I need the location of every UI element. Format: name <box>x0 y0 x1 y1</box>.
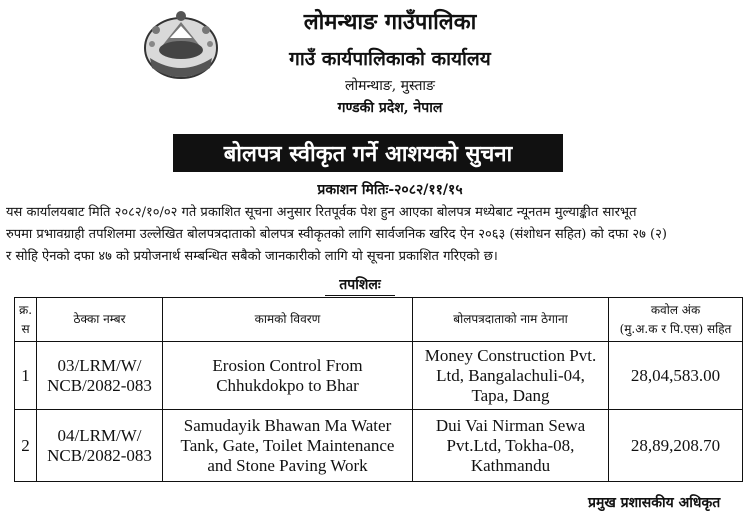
row-contract-number: 04/LRM/W/ NCB/2082-083 <box>37 410 163 482</box>
province-name: गण्डकी प्रदेश, नेपाल <box>337 100 443 116</box>
table-row <box>15 410 743 482</box>
office-address: लोमन्थाङ, मुस्ताङ <box>345 78 435 94</box>
row-bidder: Dui Vai Nirman Sewa Pvt.Ltd, Tokha-08, Kathmandu <box>413 410 609 482</box>
row-amount: 28,04,583.00 <box>609 342 743 410</box>
details-label: तपशिलः <box>300 275 420 296</box>
row-serial: 2 <box>15 410 37 482</box>
notice-body-line: र सोहि ऐनको दफा ४७ को प्रयोजनार्थ सम्बन्धित सबैको जानकारीको लागि यो सूचना प्रकाशित गरिएको छ। <box>6 249 498 264</box>
row-work-description: Samudayik Bhawan Ma Water Tank, Gate, Toilet Maintenance and Stone Paving Work <box>163 410 413 482</box>
notice-title: बोलपत्र स्वीकृत गर्ने आशयको सुचना <box>173 134 563 172</box>
notice-body-line: यस कार्यालयबाट मिति २०८२/१०/०२ गते प्रकाशित सूचना अनुसार रितपूर्वक पेश हुन आएका बोलपत्र मध्येबाट न्यूनतम मुल्याङ्कीत सारभूत <box>6 205 637 220</box>
row-amount: 28,89,208.70 <box>609 410 743 482</box>
header-work-description: कामको विवरण <box>163 298 413 342</box>
nepal-emblem-icon <box>140 8 222 84</box>
tender-table <box>14 297 743 482</box>
row-bidder: Money Construction Pvt. Ltd, Bangalachuli-04, Tapa, Dang <box>413 342 609 410</box>
row-contract-number: 03/LRM/W/ NCB/2082-083 <box>37 342 163 410</box>
header-bidder: बोलपत्रदाताको नाम ठेगाना <box>413 298 609 342</box>
municipality-name: लोमन्थाङ गाउँपालिका <box>303 9 477 35</box>
row-serial: 1 <box>15 342 37 410</box>
notice-body <box>6 202 741 268</box>
row-work-description: Erosion Control From Chhukdokpo to Bhar <box>163 342 413 410</box>
header-serial: क्र. स <box>15 298 37 342</box>
publication-date: प्रकाशन मितिः-२०८२/११/१५ <box>317 182 463 198</box>
table-row <box>15 342 743 410</box>
header-amount: कवोल अंक (मु.अ.क र पि.एस) सहित <box>609 298 743 342</box>
office-name: गाउँ कार्यपालिकाको कार्यालय <box>289 48 491 70</box>
notice-body-line: रुपमा प्रभावग्राही तपशिलमा उल्लेखित बोलपत्रदाताको बोलपत्र स्वीकृतको लागि सार्वजनिक खरिद ऐन २०६३ (संशोधन सहित) को दफा २७ (२) <box>6 227 667 242</box>
header-contract-number: ठेक्का नम्बर <box>37 298 163 342</box>
table-header-row <box>15 298 743 342</box>
signatory-title: प्रमुख प्रशासकीय अधिकृत <box>588 495 721 511</box>
